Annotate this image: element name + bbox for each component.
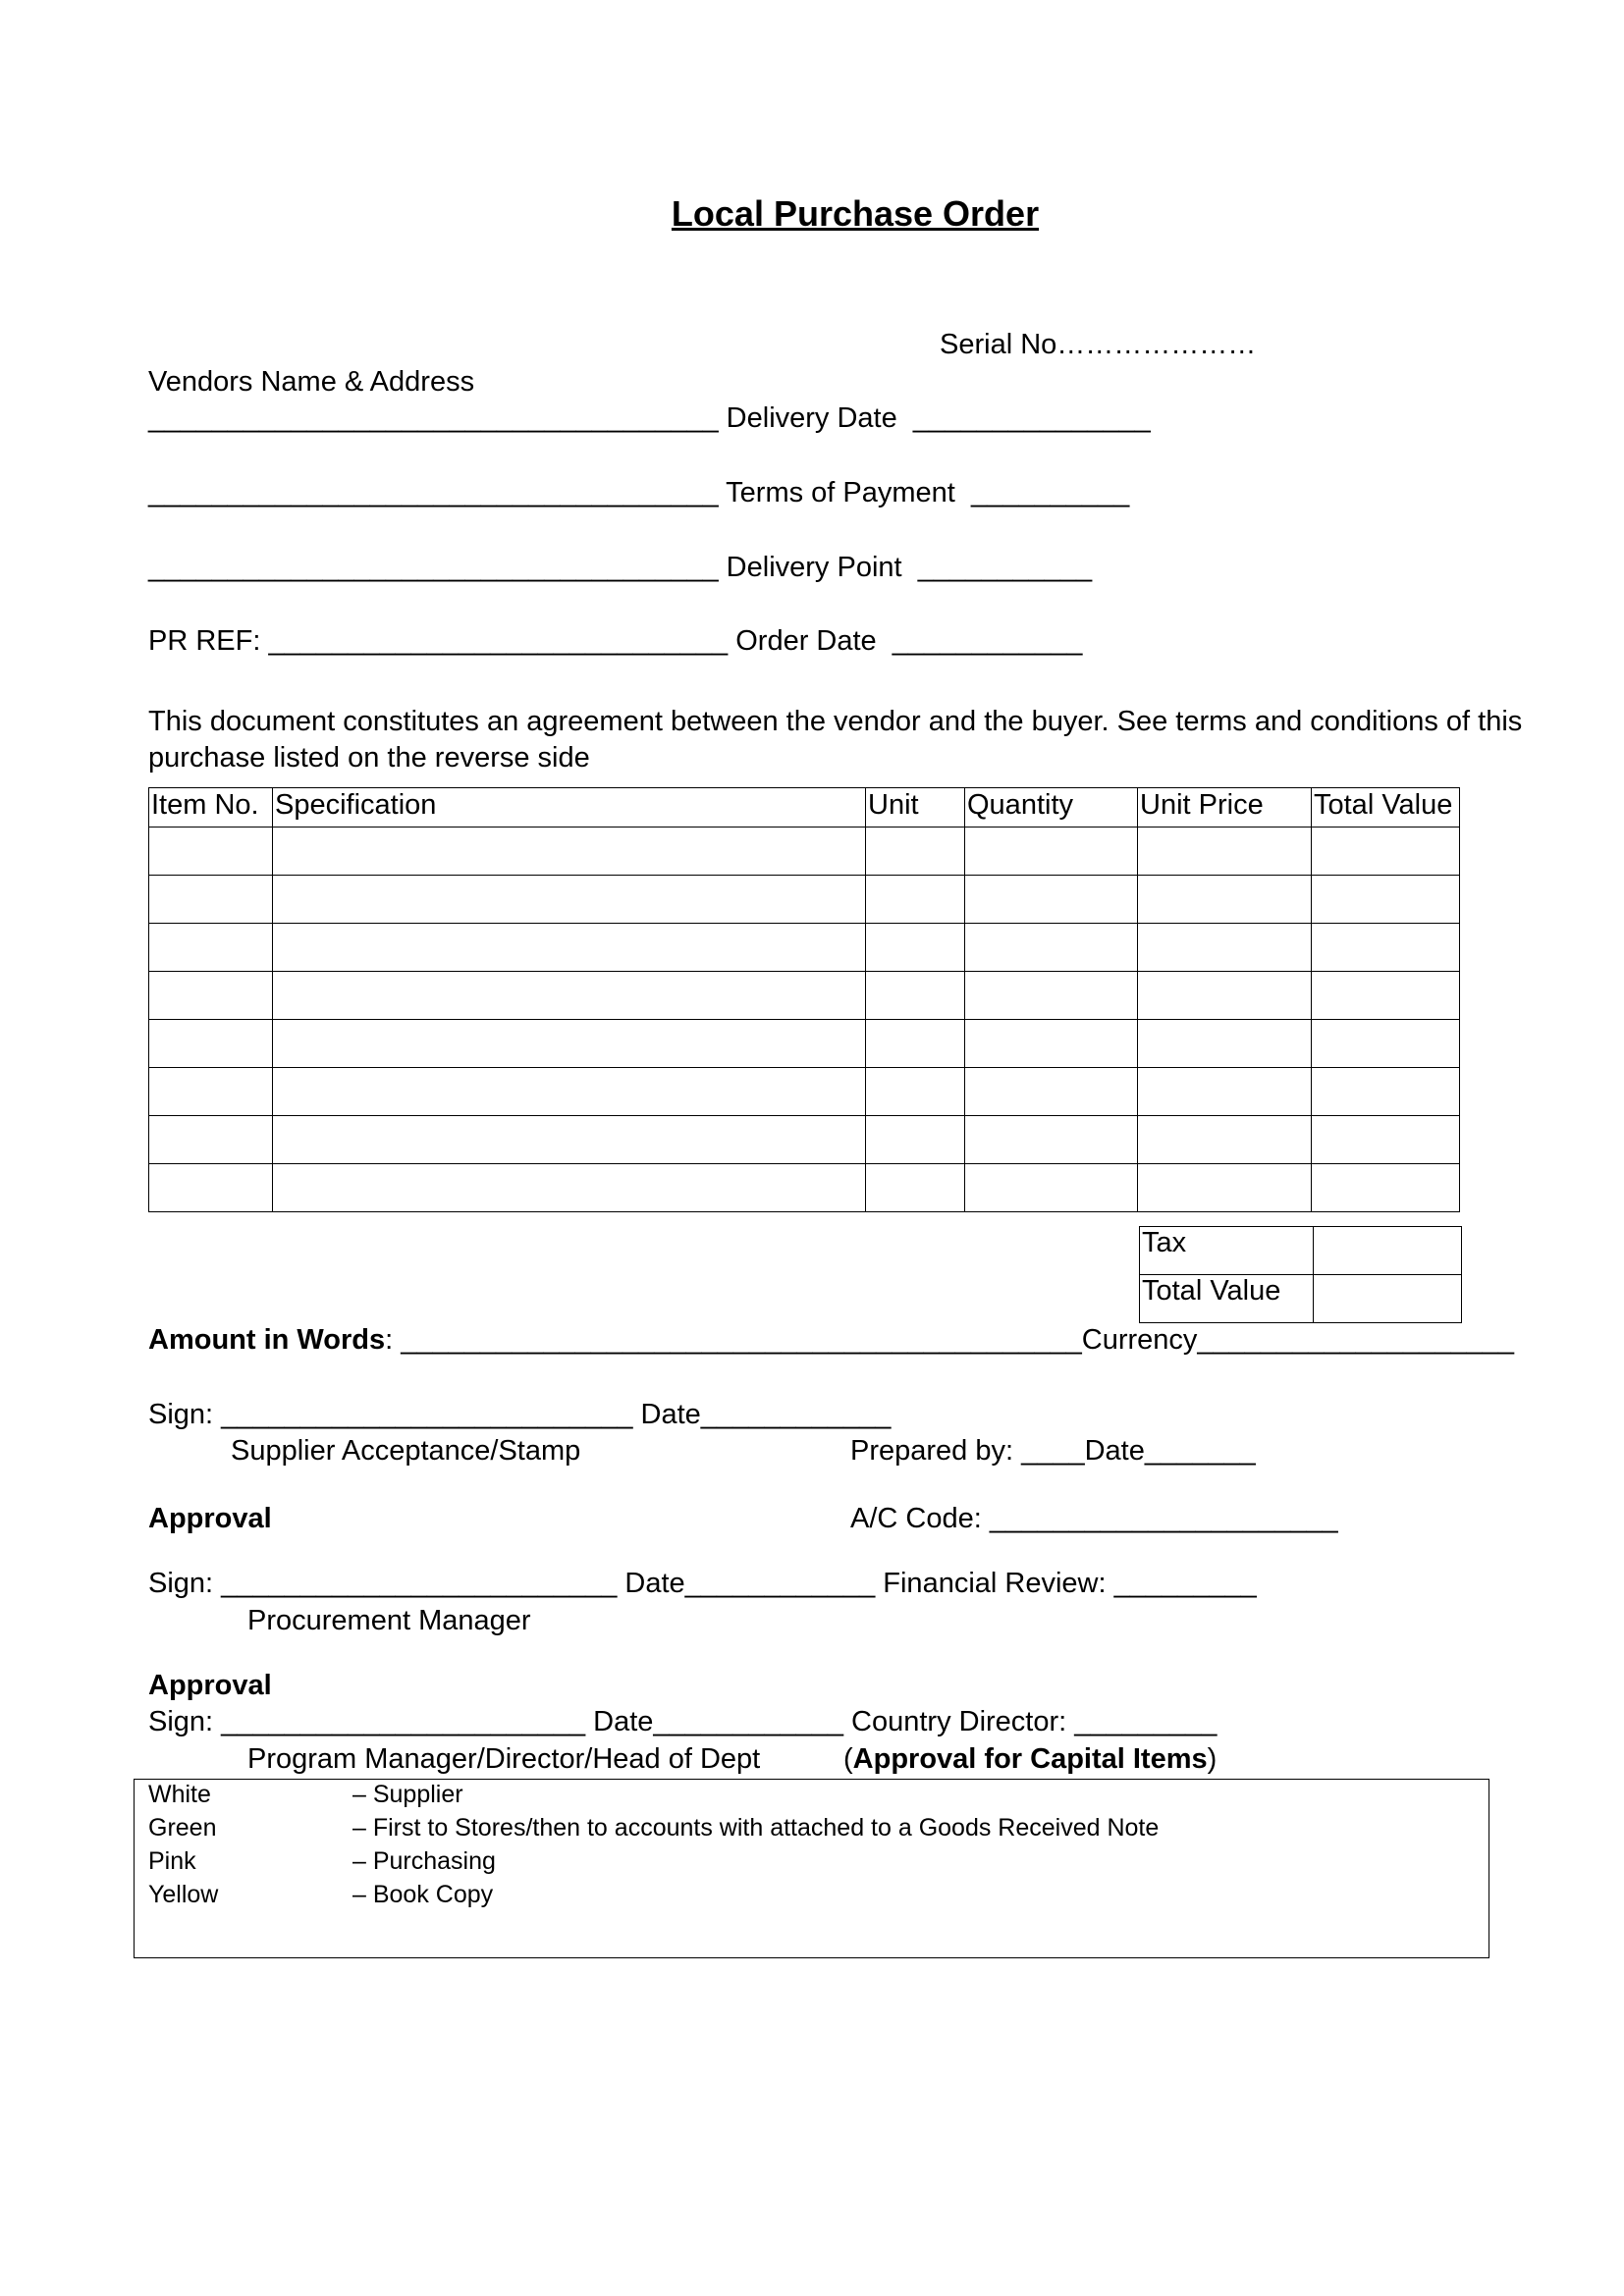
cell-unit[interactable] [866,876,965,924]
cell-unit[interactable] [866,1116,965,1164]
cell-total-value[interactable] [1312,1116,1460,1164]
amount-in-words-label: Amount in Words [148,1324,386,1356]
procurement-sign-line[interactable]: Sign: _________________________ Date____________ Financial Review: _________ [148,1568,1257,1599]
table-row [149,972,1460,1020]
cell-total-value[interactable] [1312,876,1460,924]
table-row [149,1020,1460,1068]
cell-item-no[interactable] [149,972,273,1020]
cell-item-no[interactable] [149,1020,273,1068]
procurement-caption: Procurement Manager [247,1605,531,1636]
cell-specification[interactable] [273,876,866,924]
approval-heading-1: Approval [148,1503,272,1534]
tax-row [1140,1227,1462,1275]
copy-color-green: Green [148,1814,217,1842]
copy-desc-yellow: – Book Copy [352,1881,494,1908]
cell-total-value[interactable] [1312,1068,1460,1116]
cell-unit[interactable] [866,1020,965,1068]
copy-distribution-box [134,1779,1489,1958]
serial-no: Serial No………………… [940,329,1257,360]
copy-desc-green: – First to Stores/then to accounts with attached to a Goods Received Note [352,1814,1160,1842]
total-value-row [1140,1275,1462,1323]
amount-in-words-line [148,1323,1514,1358]
supplier-caption: Supplier Acceptance/Stamp [231,1435,581,1467]
header-quantity: Quantity [965,788,1138,828]
cell-unit-price[interactable] [1138,1164,1312,1212]
cell-unit[interactable] [866,1164,965,1212]
terms-of-payment-line: ____________________________________ Terms of Payment __________ [148,477,1130,508]
cell-quantity[interactable] [965,1020,1138,1068]
cell-quantity[interactable] [965,1116,1138,1164]
ac-code-line[interactable]: A/C Code: ______________________ [850,1503,1338,1534]
cell-unit[interactable] [866,972,965,1020]
delivery-date-line: ____________________________________ Delivery Date _______________ [148,402,1151,434]
cell-total-value[interactable] [1312,1164,1460,1212]
cell-quantity[interactable] [965,924,1138,972]
cell-specification[interactable] [273,1116,866,1164]
director-sign-line[interactable]: Sign: _______________________ Date____________ Country Director: _________ [148,1706,1218,1737]
cell-specification[interactable] [273,828,866,876]
table-row [149,924,1460,972]
table-row [149,1068,1460,1116]
pr-ref-line: PR REF: _____________________________ Order Date ____________ [148,625,1083,657]
header-unit: Unit [866,788,965,828]
capital-items-label: Approval for Capital Items [852,1743,1208,1775]
approval-heading-2: Approval [148,1670,272,1701]
header-total-value: Total Value [1312,788,1460,828]
cell-total-value[interactable] [1312,924,1460,972]
totals-table [1139,1226,1462,1323]
cell-unit-price[interactable] [1138,828,1312,876]
copy-desc-pink: – Purchasing [352,1847,496,1875]
tax-value-cell[interactable] [1314,1227,1462,1275]
total-value-label: Total Value [1140,1275,1314,1323]
paren-open: ( [843,1743,853,1775]
cell-unit-price[interactable] [1138,1068,1312,1116]
document-title: Local Purchase Order [671,193,1040,234]
cell-unit[interactable] [866,828,965,876]
copy-color-white: White [148,1781,211,1808]
items-table [148,787,1460,1212]
total-value-cell[interactable] [1314,1275,1462,1323]
cell-item-no[interactable] [149,1116,273,1164]
cell-item-no[interactable] [149,828,273,876]
cell-unit-price[interactable] [1138,876,1312,924]
cell-quantity[interactable] [965,876,1138,924]
cell-unit-price[interactable] [1138,924,1312,972]
cell-unit-price[interactable] [1138,1020,1312,1068]
cell-quantity[interactable] [965,972,1138,1020]
cell-quantity[interactable] [965,1068,1138,1116]
supplier-sign-line[interactable]: Sign: __________________________ Date____________ [148,1399,892,1430]
delivery-point-line: ____________________________________ Delivery Point ___________ [148,552,1093,583]
cell-total-value[interactable] [1312,972,1460,1020]
prepared-by-line[interactable]: Prepared by: ____Date_______ [850,1435,1256,1467]
table-row [149,1116,1460,1164]
cell-specification[interactable] [273,1068,866,1116]
cell-specification[interactable] [273,924,866,972]
cell-item-no[interactable] [149,876,273,924]
header-item-no: Item No. [149,788,273,828]
amount-in-words-field[interactable]: : ___________________________________________Currency____________________ [385,1324,1514,1356]
header-unit-price: Unit Price [1138,788,1312,828]
cell-item-no[interactable] [149,1068,273,1116]
table-row [149,876,1460,924]
cell-specification[interactable] [273,1164,866,1212]
cell-specification[interactable] [273,972,866,1020]
vendor-label: Vendors Name & Address [148,366,475,398]
copy-color-pink: Pink [148,1847,196,1875]
cell-unit[interactable] [866,1068,965,1116]
cell-specification[interactable] [273,1020,866,1068]
header-specification: Specification [273,788,866,828]
capital-items-note [843,1742,1217,1777]
table-row [149,828,1460,876]
cell-unit-price[interactable] [1138,1116,1312,1164]
cell-quantity[interactable] [965,828,1138,876]
cell-total-value[interactable] [1312,1020,1460,1068]
cell-quantity[interactable] [965,1164,1138,1212]
cell-total-value[interactable] [1312,828,1460,876]
copy-color-yellow: Yellow [148,1881,219,1908]
cell-unit[interactable] [866,924,965,972]
table-header-row [149,788,1460,828]
tax-label: Tax [1140,1227,1314,1275]
cell-item-no[interactable] [149,924,273,972]
agreement-text: This document constitutes an agreement between the vendor and the buyer. See terms and conditions of this purchase listed on the reverse side [148,706,1523,774]
table-row [149,1164,1460,1212]
cell-unit-price[interactable] [1138,972,1312,1020]
cell-item-no[interactable] [149,1164,273,1212]
paren-close: ) [1207,1743,1218,1775]
copy-desc-white: – Supplier [352,1781,463,1808]
director-caption: Program Manager/Director/Head of Dept [247,1743,761,1775]
